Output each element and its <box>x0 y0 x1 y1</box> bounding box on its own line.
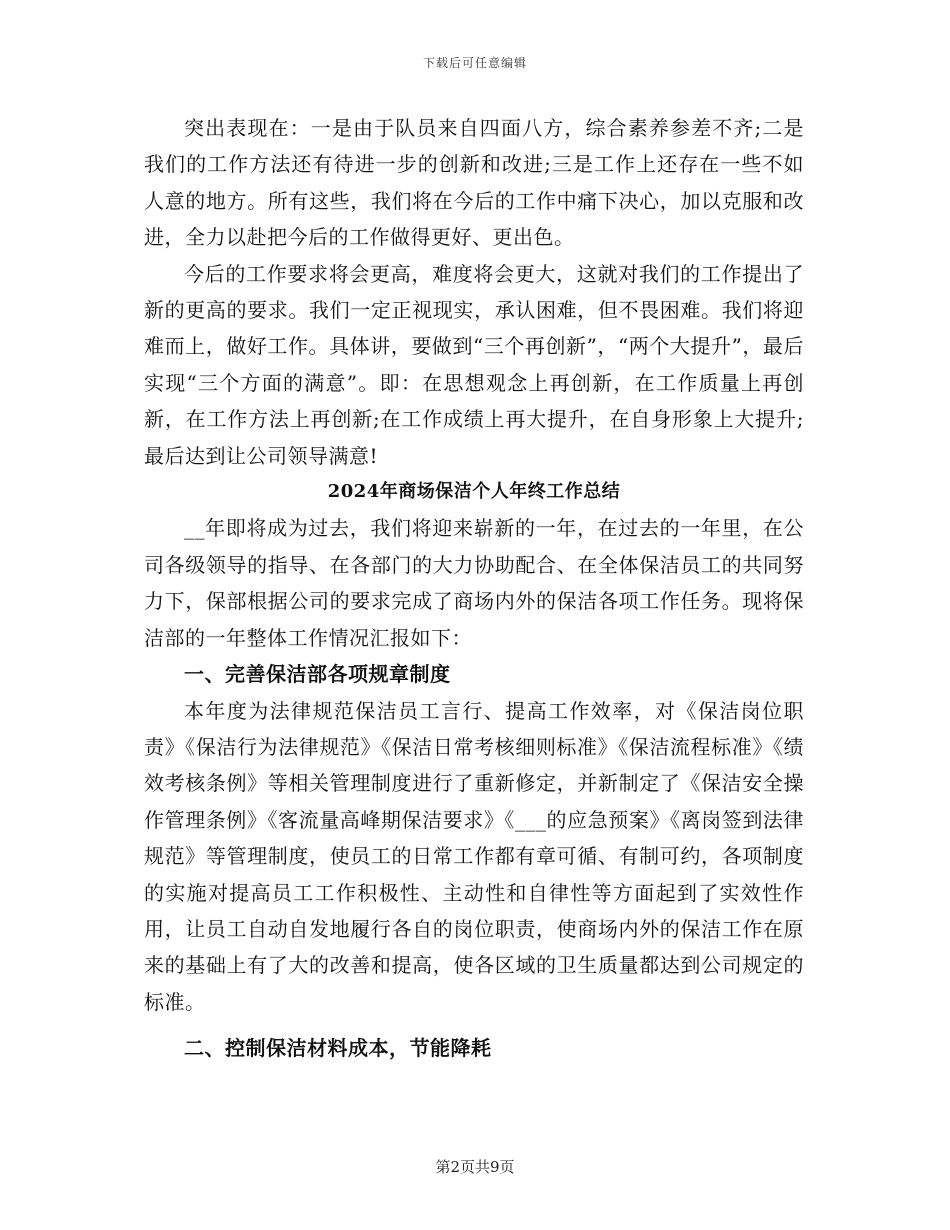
page-number: 第2页共9页 <box>435 1158 515 1176</box>
heading-cost-control: 二、控制保洁材料成本，节能降耗 <box>184 1036 492 1061</box>
section-title: 2024年商场保洁个人年终工作总结 <box>327 481 621 503</box>
paragraph-problems: 突出表现在：一是由于队员来自四面八方，综合素养参差不齐;二是我们的工作方法还有待进一步的创新和改进;三是工作上还存在一些不如人意的地方。所有这些，我们将在今后的工作中痛下决心，加以克服和改进，全力以赴把今后的工作做得更好、更出色。 <box>144 116 804 250</box>
paragraph-future-work: 今后的工作要求将会更高，难度将会更大，这就对我们的工作提出了新的更高的要求。我们一定正视现实，承认困难，但不畏困难。我们将迎难而上，做好工作。具体讲，要做到“三个再创新”，“两个大提升”，最后实现“三个方面的满意”。即：在思想观念上再创新，在工作质量上再创新，在工作方法上再创新;在工作成绩上再大提升，在自身形象上大提升;最后达到让公司领导满意! <box>144 261 804 468</box>
header-note: 下载后可任意编辑 <box>422 56 527 70</box>
document-body <box>144 110 804 1067</box>
paragraph-regulations: 本年度为法律规范保洁员工言行、提高工作效率，对《保洁岗位职责》《保洁行为法律规范》《保洁日常考核细则标准》《保洁流程标准》《绩效考核条例》等相关管理制度进行了重新修定，并新制定了《保洁安全操作管理条例》《客流量高峰期保洁要求》《___的应急预案》《离岗签到法律规范》等管理制度，使员工的日常工作都有章可循、有制可约，各项制度的实施对提高员工工作积极性、主动性和自律性等方面起到了实效性作用，让员工自动自发地履行各自的岗位职责，使商场内外的保洁工作在原来的基础上有了大的改善和提高，使各区域的卫生质量都达到公司规定的标准。 <box>144 698 804 1014</box>
heading-regulations: 一、完善保洁部各项规章制度 <box>184 662 451 687</box>
paragraph-intro: __年即将成为过去，我们将迎来崭新的一年，在过去的一年里，在公司各级领导的指导、在各部门的大力协助配合、在全体保洁员工的共同努力下，保部根据公司的要求完成了商场内外的保洁各项工作任务。现将保洁部的一年整体工作情况汇报如下： <box>144 516 804 650</box>
